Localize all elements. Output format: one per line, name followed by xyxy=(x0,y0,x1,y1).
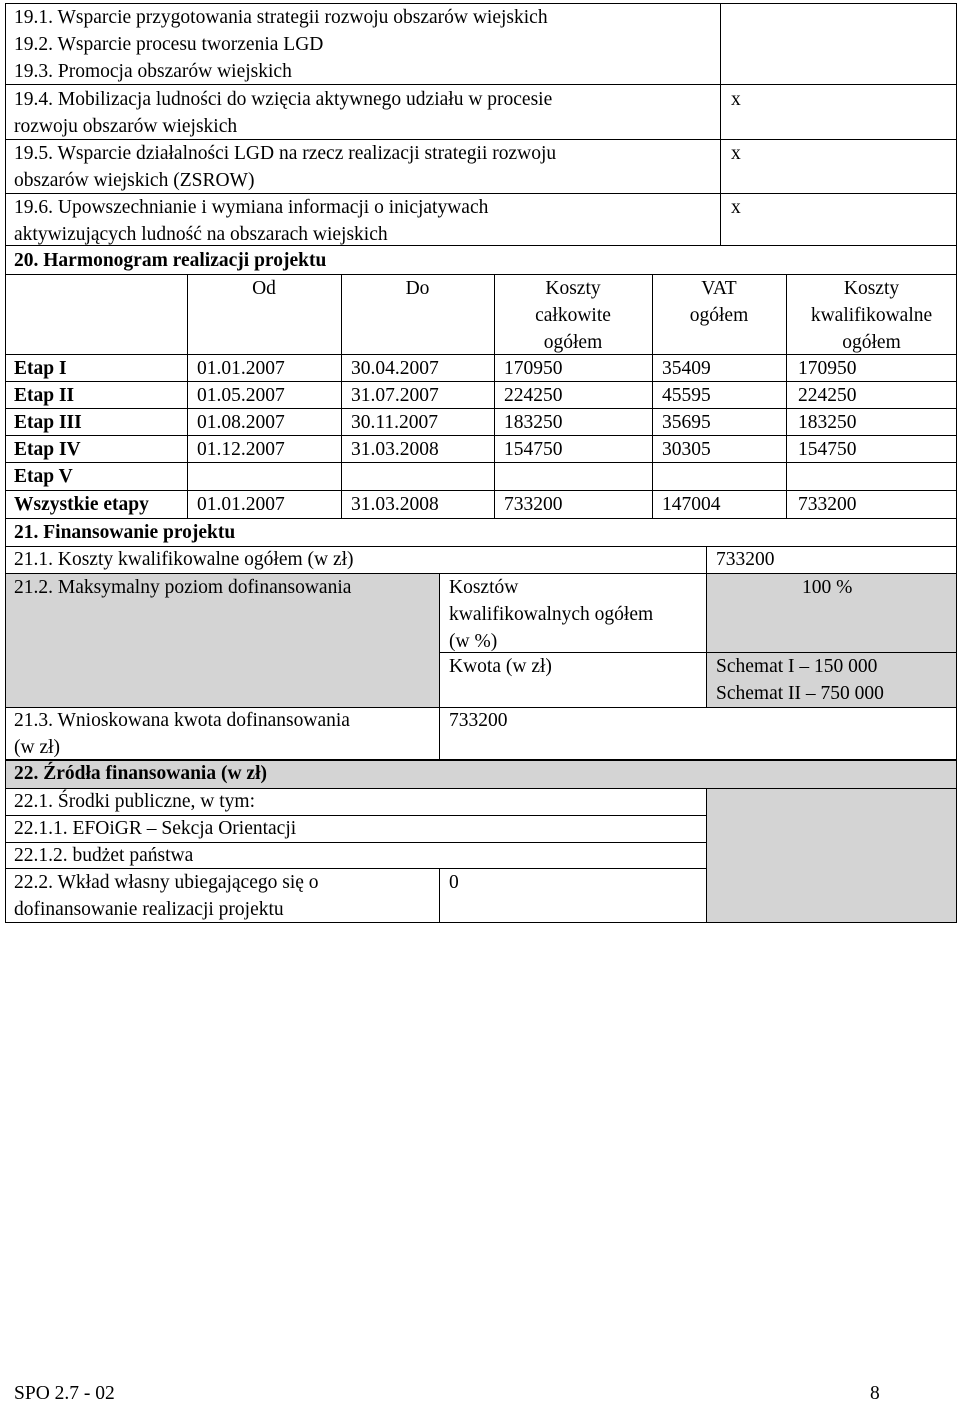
table-cell-eligible: 154750 xyxy=(798,439,857,460)
funding-sources-right-gray xyxy=(706,789,956,922)
table-cell-od: 01.01.2007 xyxy=(197,358,285,379)
item-19-1: 19.1. Wsparcie przygotowania strategii rozwoju obszarów wiejskich xyxy=(14,7,548,28)
table-cell-total: 224250 xyxy=(504,385,563,406)
table-row-label: Etap IV xyxy=(14,439,81,460)
header-do: Do xyxy=(405,278,430,299)
table-cell-od: 01.05.2007 xyxy=(197,385,285,406)
item-19-5-mark: x xyxy=(731,143,741,164)
own-contribution-label: 22.2. Wkład własny ubiegającego się o dofinansowanie realizacji projektu xyxy=(14,872,319,920)
table-cell-vat: 30305 xyxy=(662,439,711,460)
table-row-label: Etap I xyxy=(14,358,67,379)
table-cell-total: 733200 xyxy=(504,494,563,515)
table-cell-eligible: 170950 xyxy=(798,358,857,379)
footer-page-number: 8 xyxy=(870,1383,880,1404)
eligible-percent-value: 100 % xyxy=(802,577,853,598)
table-row-label: Etap II xyxy=(14,385,75,406)
table-row-label: Wszystkie etapy xyxy=(14,494,149,515)
requested-amount-label: 21.3. Wnioskowana kwota dofinansowania (w zł) xyxy=(14,710,350,758)
section-20-title: 20. Harmonogram realizacji projektu xyxy=(14,250,327,271)
table-cell-total: 170950 xyxy=(504,358,563,379)
item-19-6: 19.6. Upowszechnianie i wymiana informacji o inicjatywach aktywizujących ludność na obszarach wiejskich xyxy=(14,197,489,245)
footer-doc-code: SPO 2.7 - 02 xyxy=(14,1383,115,1404)
eligible-percent-label: Kosztów kwalifikowalnych ogółem (w %) xyxy=(449,577,654,652)
table-cell-do: 31.07.2007 xyxy=(351,385,439,406)
table-cell-od: 01.01.2007 xyxy=(197,494,285,515)
eligible-costs-label: 21.1. Koszty kwalifikowalne ogółem (w zł) xyxy=(14,549,354,570)
public-funds-label: 22.1. Środki publiczne, w tym: xyxy=(14,791,256,812)
table-cell-eligible: 224250 xyxy=(798,385,857,406)
section-21-title: 21. Finansowanie projektu xyxy=(14,522,236,543)
requested-amount-value: 733200 xyxy=(449,710,508,731)
table-cell-do: 31.03.2008 xyxy=(351,439,439,460)
eligible-costs-value: 733200 xyxy=(716,549,775,570)
item-19-6-mark: x xyxy=(731,197,741,218)
header-od: Od xyxy=(252,278,276,299)
table-cell-vat: 45595 xyxy=(662,385,711,406)
amount-schemes: Schemat I – 150 000 Schemat II – 750 000 xyxy=(716,656,884,704)
header-vat: VAT ogółem xyxy=(689,278,749,326)
section-22-title: 22. Źródła finansowania (w zł) xyxy=(14,763,267,784)
efoigr-label: 22.1.1. EFOiGR – Sekcja Orientacji xyxy=(14,818,297,839)
item-19-4-mark: x xyxy=(731,89,741,110)
table-cell-vat: 147004 xyxy=(662,494,721,515)
table-row-label: Etap III xyxy=(14,412,82,433)
table-cell-eligible: 183250 xyxy=(798,412,857,433)
header-koszty-kwalifikowalne: Koszty kwalifikowalne ogółem xyxy=(810,278,933,353)
header-koszty-calkowite: Koszty całkowite ogółem xyxy=(535,278,611,353)
item-19-5: 19.5. Wsparcie działalności LGD na rzecz realizacji strategii rozwoju obszarów wiejskich (ZSROW) xyxy=(14,143,557,191)
max-funding-label: 21.2. Maksymalny poziom dofinansowania xyxy=(14,577,352,598)
table-cell-vat: 35695 xyxy=(662,412,711,433)
table-cell-od: 01.12.2007 xyxy=(197,439,285,460)
table-cell-do: 31.03.2008 xyxy=(351,494,439,515)
table-row-label: Etap V xyxy=(14,466,73,487)
table-cell-total: 183250 xyxy=(504,412,563,433)
table-cell-total: 154750 xyxy=(504,439,563,460)
state-budget-label: 22.1.2. budżet państwa xyxy=(14,845,194,866)
own-contribution-value: 0 xyxy=(449,872,459,893)
table-cell-od: 01.08.2007 xyxy=(197,412,285,433)
table-cell-do: 30.11.2007 xyxy=(351,412,439,433)
item-19-2: 19.2. Wsparcie procesu tworzenia LGD xyxy=(14,34,324,55)
item-19-3: 19.3. Promocja obszarów wiejskich xyxy=(14,61,292,82)
table-cell-eligible: 733200 xyxy=(798,494,857,515)
table-cell-do: 30.04.2007 xyxy=(351,358,439,379)
table-cell-vat: 35409 xyxy=(662,358,711,379)
item-19-4: 19.4. Mobilizacja ludności do wzięcia aktywnego udziału w procesie rozwoju obszarów wiejskich xyxy=(14,89,553,137)
amount-label: Kwota (w zł) xyxy=(449,656,552,677)
